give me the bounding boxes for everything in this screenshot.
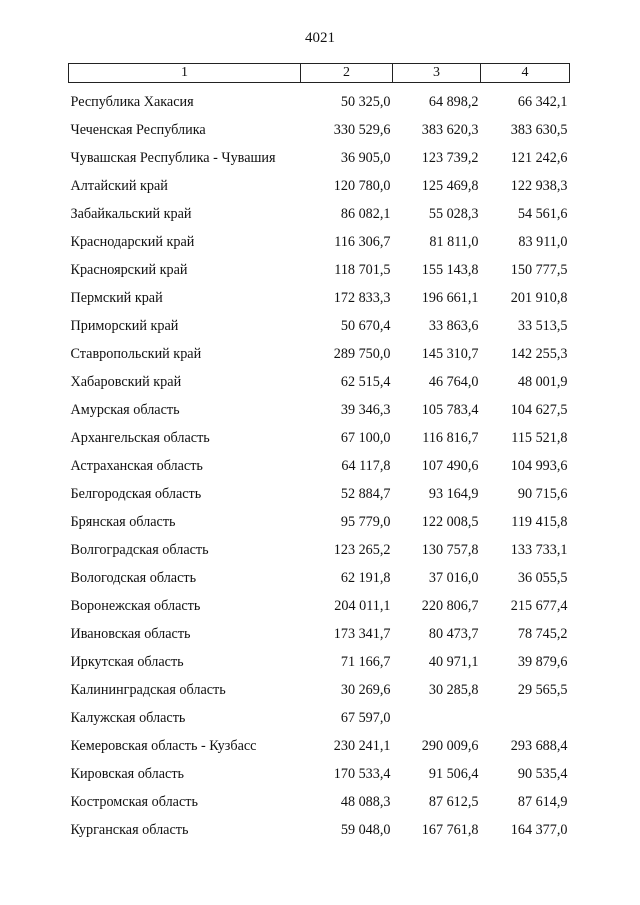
value-cell-col-4: 150 777,5 xyxy=(510,262,568,278)
value-cell-col-4: 33 513,5 xyxy=(517,318,568,334)
value-cell-col-2: 330 529,6 xyxy=(333,122,391,138)
region-name-cell: Амурская область xyxy=(70,402,180,418)
table-row xyxy=(69,816,570,844)
value-cell-col-3: 37 016,0 xyxy=(428,570,479,586)
region-name-cell: Архангельская область xyxy=(70,430,210,446)
value-cell-col-3: 55 028,3 xyxy=(428,206,479,222)
table-row xyxy=(69,592,570,620)
value-cell-col-2: 67 597,0 xyxy=(340,710,391,726)
value-cell-col-3: 87 612,5 xyxy=(428,794,479,810)
value-cell-col-4: 201 910,8 xyxy=(510,290,568,306)
value-cell-col-4: 122 938,3 xyxy=(510,178,568,194)
table-row xyxy=(69,200,570,228)
value-cell-col-4: 383 630,5 xyxy=(510,122,568,138)
value-cell-col-4: 29 565,5 xyxy=(517,682,568,698)
table-row xyxy=(69,788,570,816)
value-cell-col-3 xyxy=(393,704,481,732)
value-cell-col-4: 121 242,6 xyxy=(510,150,568,166)
value-cell-col-2: 64 117,8 xyxy=(341,458,391,474)
region-name-cell: Республика Хакасия xyxy=(70,94,194,110)
column-header-4: 4 xyxy=(481,64,570,83)
value-cell-col-3: 220 806,7 xyxy=(421,598,479,614)
value-cell-col-4: 66 342,1 xyxy=(517,94,568,110)
region-name-cell: Волгоградская область xyxy=(70,542,209,558)
table-row xyxy=(69,760,570,788)
column-header-3: 3 xyxy=(393,64,481,83)
table-row xyxy=(69,704,570,732)
value-cell-col-3: 116 816,7 xyxy=(422,430,479,446)
region-name-cell: Калужская область xyxy=(70,710,186,726)
value-cell-col-3: 105 783,4 xyxy=(421,402,479,418)
region-name-cell: Ивановская область xyxy=(70,626,191,642)
value-cell-col-2: 30 269,6 xyxy=(340,682,391,698)
value-cell-col-3: 155 143,8 xyxy=(421,262,479,278)
region-name-cell: Приморский край xyxy=(70,318,179,334)
value-cell-col-4: 54 561,6 xyxy=(517,206,568,222)
table-row xyxy=(69,732,570,760)
region-name-cell: Чеченская Республика xyxy=(70,122,206,138)
table-row xyxy=(69,83,570,117)
value-cell-col-3: 107 490,6 xyxy=(421,458,479,474)
table-row xyxy=(69,228,570,256)
value-cell-col-3: 81 811,0 xyxy=(429,234,479,250)
value-cell-col-4: 115 521,8 xyxy=(511,430,568,446)
region-name-cell: Иркутская область xyxy=(70,654,184,670)
value-cell-col-4: 87 614,9 xyxy=(517,794,568,810)
value-cell-col-3: 145 310,7 xyxy=(421,346,479,362)
value-cell-col-4: 90 535,4 xyxy=(517,766,568,782)
table-row xyxy=(69,508,570,536)
value-cell-col-3: 30 285,8 xyxy=(428,682,479,698)
region-name-cell: Чувашская Республика - Чувашия xyxy=(70,150,276,166)
value-cell-col-2: 289 750,0 xyxy=(333,346,391,362)
value-cell-col-2: 230 241,1 xyxy=(333,738,391,754)
column-header-2: 2 xyxy=(301,64,393,83)
region-name-cell: Алтайский край xyxy=(70,178,168,194)
value-cell-col-4: 119 415,8 xyxy=(511,514,568,530)
value-cell-col-4: 104 993,6 xyxy=(510,458,568,474)
table-row xyxy=(69,312,570,340)
value-cell-col-3: 122 008,5 xyxy=(421,514,479,530)
table-row xyxy=(69,676,570,704)
value-cell-col-4: 293 688,4 xyxy=(510,738,568,754)
value-cell-col-2: 118 701,5 xyxy=(334,262,391,278)
table-row xyxy=(69,424,570,452)
value-cell-col-3: 290 009,6 xyxy=(421,738,479,754)
region-name-cell: Кемеровская область - Кузбасс xyxy=(70,738,257,754)
value-cell-col-3: 46 764,0 xyxy=(428,374,479,390)
table-row xyxy=(69,144,570,172)
value-cell-col-2: 172 833,3 xyxy=(333,290,391,306)
regional-budget-table xyxy=(68,63,570,844)
region-name-cell: Воронежская область xyxy=(70,598,201,614)
value-cell-col-4: 133 733,1 xyxy=(510,542,568,558)
value-cell-col-2: 62 191,8 xyxy=(340,570,391,586)
table-row xyxy=(69,340,570,368)
value-cell-col-3: 125 469,8 xyxy=(421,178,479,194)
value-cell-col-3: 80 473,7 xyxy=(428,626,479,642)
value-cell-col-2: 52 884,7 xyxy=(340,486,391,502)
value-cell-col-4: 78 745,2 xyxy=(517,626,568,642)
value-cell-col-2: 95 779,0 xyxy=(340,514,391,530)
value-cell-col-3: 93 164,9 xyxy=(428,486,479,502)
table-row xyxy=(69,172,570,200)
value-cell-col-4: 36 055,5 xyxy=(517,570,568,586)
value-cell-col-4: 142 255,3 xyxy=(510,346,568,362)
value-cell-col-4 xyxy=(481,704,570,732)
value-cell-col-2: 48 088,3 xyxy=(340,794,391,810)
region-name-cell: Курганская область xyxy=(70,822,189,838)
value-cell-col-4: 83 911,0 xyxy=(518,234,568,250)
table-row xyxy=(69,256,570,284)
value-cell-col-4: 90 715,6 xyxy=(517,486,568,502)
region-name-cell: Краснодарский край xyxy=(70,234,195,250)
table-row xyxy=(69,564,570,592)
column-header-1: 1 xyxy=(69,64,301,83)
region-name-cell: Красноярский край xyxy=(70,262,188,278)
value-cell-col-2: 62 515,4 xyxy=(340,374,391,390)
table-row xyxy=(69,480,570,508)
value-cell-col-2: 116 306,7 xyxy=(334,234,391,250)
value-cell-col-3: 123 739,2 xyxy=(421,150,479,166)
region-name-cell: Калининградская область xyxy=(70,682,226,698)
region-name-cell: Кировская область xyxy=(70,766,185,782)
value-cell-col-2: 59 048,0 xyxy=(340,822,391,838)
value-cell-col-3: 40 971,1 xyxy=(428,654,479,670)
value-cell-col-2: 50 325,0 xyxy=(340,94,391,110)
value-cell-col-4: 215 677,4 xyxy=(510,598,568,614)
value-cell-col-3: 33 863,6 xyxy=(428,318,479,334)
region-name-cell: Белгородская область xyxy=(70,486,202,502)
value-cell-col-3: 130 757,8 xyxy=(421,542,479,558)
value-cell-col-2: 50 670,4 xyxy=(340,318,391,334)
table-row xyxy=(69,620,570,648)
value-cell-col-2: 71 166,7 xyxy=(340,654,391,670)
header-row xyxy=(69,64,570,83)
table-row xyxy=(69,536,570,564)
value-cell-col-2: 39 346,3 xyxy=(340,402,391,418)
value-cell-col-2: 120 780,0 xyxy=(333,178,391,194)
region-name-cell: Пермский край xyxy=(70,290,163,306)
table-row xyxy=(69,452,570,480)
value-cell-col-3: 64 898,2 xyxy=(428,94,479,110)
table-body xyxy=(69,83,570,845)
value-cell-col-3: 167 761,8 xyxy=(421,822,479,838)
value-cell-col-2: 204 011,1 xyxy=(334,598,391,614)
value-cell-col-4: 164 377,0 xyxy=(510,822,568,838)
region-name-cell: Костромская область xyxy=(70,794,198,810)
value-cell-col-2: 86 082,1 xyxy=(340,206,391,222)
value-cell-col-2: 173 341,7 xyxy=(333,626,391,642)
region-name-cell: Хабаровский край xyxy=(70,374,182,390)
table-row xyxy=(69,116,570,144)
value-cell-col-2: 67 100,0 xyxy=(340,430,391,446)
region-name-cell: Астраханская область xyxy=(70,458,203,474)
value-cell-col-4: 104 627,5 xyxy=(510,402,568,418)
page-number: 4021 xyxy=(305,30,335,46)
value-cell-col-3: 383 620,3 xyxy=(421,122,479,138)
value-cell-col-3: 91 506,4 xyxy=(428,766,479,782)
table-row xyxy=(69,648,570,676)
value-cell-col-4: 48 001,9 xyxy=(517,374,568,390)
region-name-cell: Ставропольский край xyxy=(70,346,202,362)
value-cell-col-2: 170 533,4 xyxy=(333,766,391,782)
region-name-cell: Забайкальский край xyxy=(70,206,192,222)
region-name-cell: Брянская область xyxy=(70,514,176,530)
value-cell-col-2: 123 265,2 xyxy=(333,542,391,558)
value-cell-col-3: 196 661,1 xyxy=(421,290,479,306)
table-row xyxy=(69,396,570,424)
value-cell-col-4: 39 879,6 xyxy=(517,654,568,670)
table-row xyxy=(69,368,570,396)
table-header xyxy=(69,64,570,83)
table-row xyxy=(69,284,570,312)
value-cell-col-2: 36 905,0 xyxy=(340,150,391,166)
region-name-cell: Вологодская область xyxy=(70,570,197,586)
